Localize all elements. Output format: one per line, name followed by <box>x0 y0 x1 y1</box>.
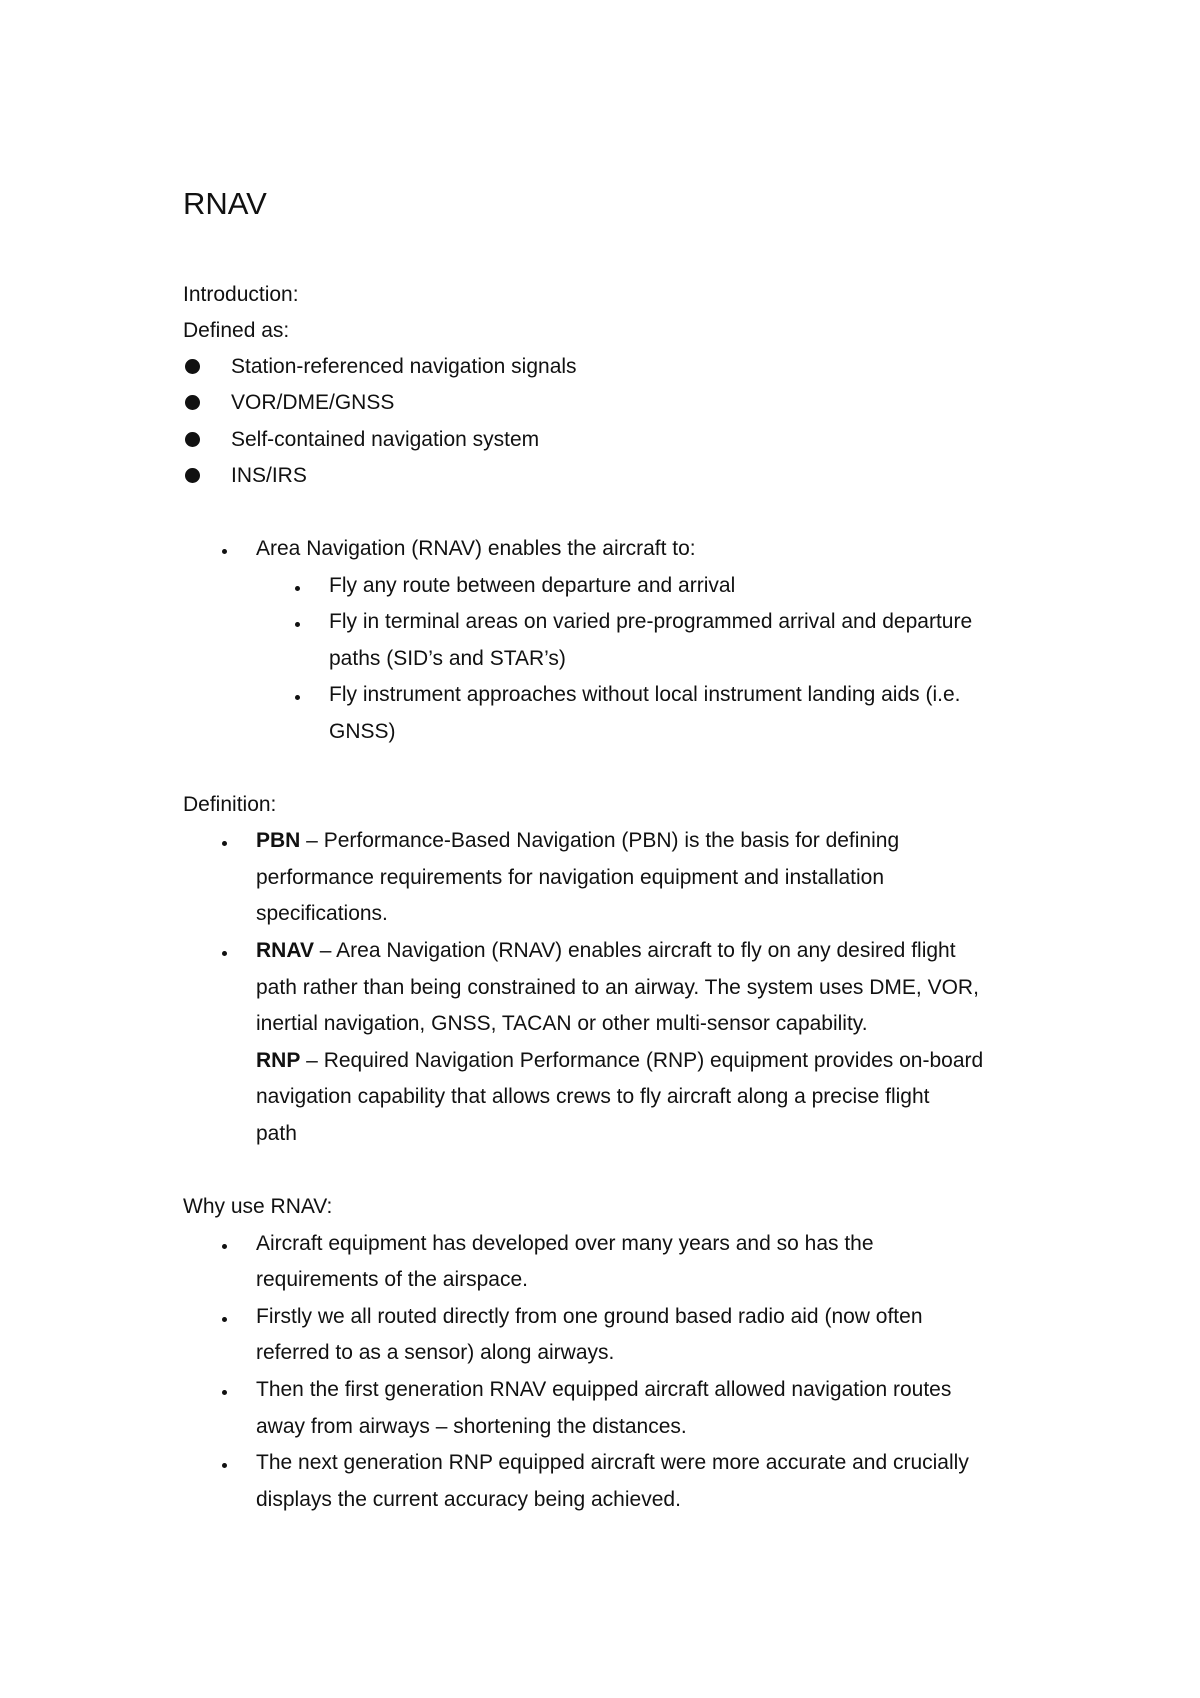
bullet-icon <box>222 1390 227 1395</box>
rnav-term: RNAV <box>256 939 314 962</box>
bullet-icon <box>222 841 227 846</box>
why-item: Aircraft equipment has developed over many years and so has the <box>256 1232 874 1255</box>
definition-rnav <box>256 937 956 965</box>
intro-item: Station-referenced navigation signals <box>231 355 577 378</box>
pbn-text: – Performance-Based Navigation (PBN) is the basis for defining <box>300 829 900 852</box>
intro-item: VOR/DME/GNSS <box>231 391 395 414</box>
definition-pbn <box>256 827 899 855</box>
rnav-text: – Area Navigation (RNAV) enables aircraft to fly on any desired flight <box>313 939 956 962</box>
why-item: The next generation RNP equipped aircraft were more accurate and crucially <box>256 1451 969 1474</box>
area-nav-subitem: Fly instrument approaches without local instrument landing aids (i.e. <box>329 683 961 706</box>
bullet-icon <box>185 395 200 410</box>
rnp-text: – Required Navigation Performance (RNP) equipment provides on-board <box>300 1049 984 1072</box>
why-item-cont: away from airways – shortening the distances. <box>256 1415 687 1438</box>
pbn-term: PBN <box>256 829 301 852</box>
bullet-icon <box>222 951 227 956</box>
definition-rnp-cont: path <box>256 1122 297 1145</box>
intro-heading: Introduction: <box>183 283 299 306</box>
definition-rnav-cont: path rather than being constrained to an airway. The system uses DME, VOR, <box>256 976 979 999</box>
definition-rnav-cont: inertial navigation, GNSS, TACAN or other multi-sensor capability. <box>256 1012 868 1035</box>
why-heading: Why use RNAV: <box>183 1195 333 1218</box>
why-item: Then the first generation RNAV equipped aircraft allowed navigation routes <box>256 1378 952 1401</box>
defined-as-label: Defined as: <box>183 319 290 342</box>
bullet-icon <box>222 1463 227 1468</box>
area-nav-subitem: Fly in terminal areas on varied pre-programmed arrival and departure <box>329 610 973 633</box>
bullet-icon <box>185 468 200 483</box>
definition-heading: Definition: <box>183 793 277 816</box>
intro-item: Self-contained navigation system <box>231 428 540 451</box>
area-nav-subitem-cont: paths (SID’s and STAR’s) <box>329 647 566 670</box>
why-item-cont: requirements of the airspace. <box>256 1268 528 1291</box>
area-nav-lead: Area Navigation (RNAV) enables the aircraft to: <box>256 537 696 560</box>
bullet-icon <box>222 549 227 554</box>
definition-rnp <box>256 1047 983 1075</box>
why-item-cont: referred to as a sensor) along airways. <box>256 1341 615 1364</box>
bullet-icon <box>185 432 200 447</box>
page-title: RNAV <box>183 186 267 221</box>
area-nav-subitem-cont: GNSS) <box>329 720 396 743</box>
bullet-icon <box>222 1317 227 1322</box>
definition-pbn-cont: performance requirements for navigation equipment and installation <box>256 866 885 889</box>
rnp-term: RNP <box>256 1049 301 1072</box>
bullet-icon <box>295 622 300 627</box>
intro-item: INS/IRS <box>231 464 307 487</box>
bullet-icon <box>295 586 300 591</box>
why-item-cont: displays the current accuracy being achieved. <box>256 1488 681 1511</box>
bullet-icon <box>222 1244 227 1249</box>
definition-rnp-cont: navigation capability that allows crews to fly aircraft along a precise flight <box>256 1085 930 1108</box>
bullet-icon <box>185 359 200 374</box>
area-nav-subitem: Fly any route between departure and arrival <box>329 574 736 597</box>
bullet-icon <box>295 695 300 700</box>
why-item: Firstly we all routed directly from one ground based radio aid (now often <box>256 1305 923 1328</box>
definition-pbn-cont: specifications. <box>256 902 388 925</box>
